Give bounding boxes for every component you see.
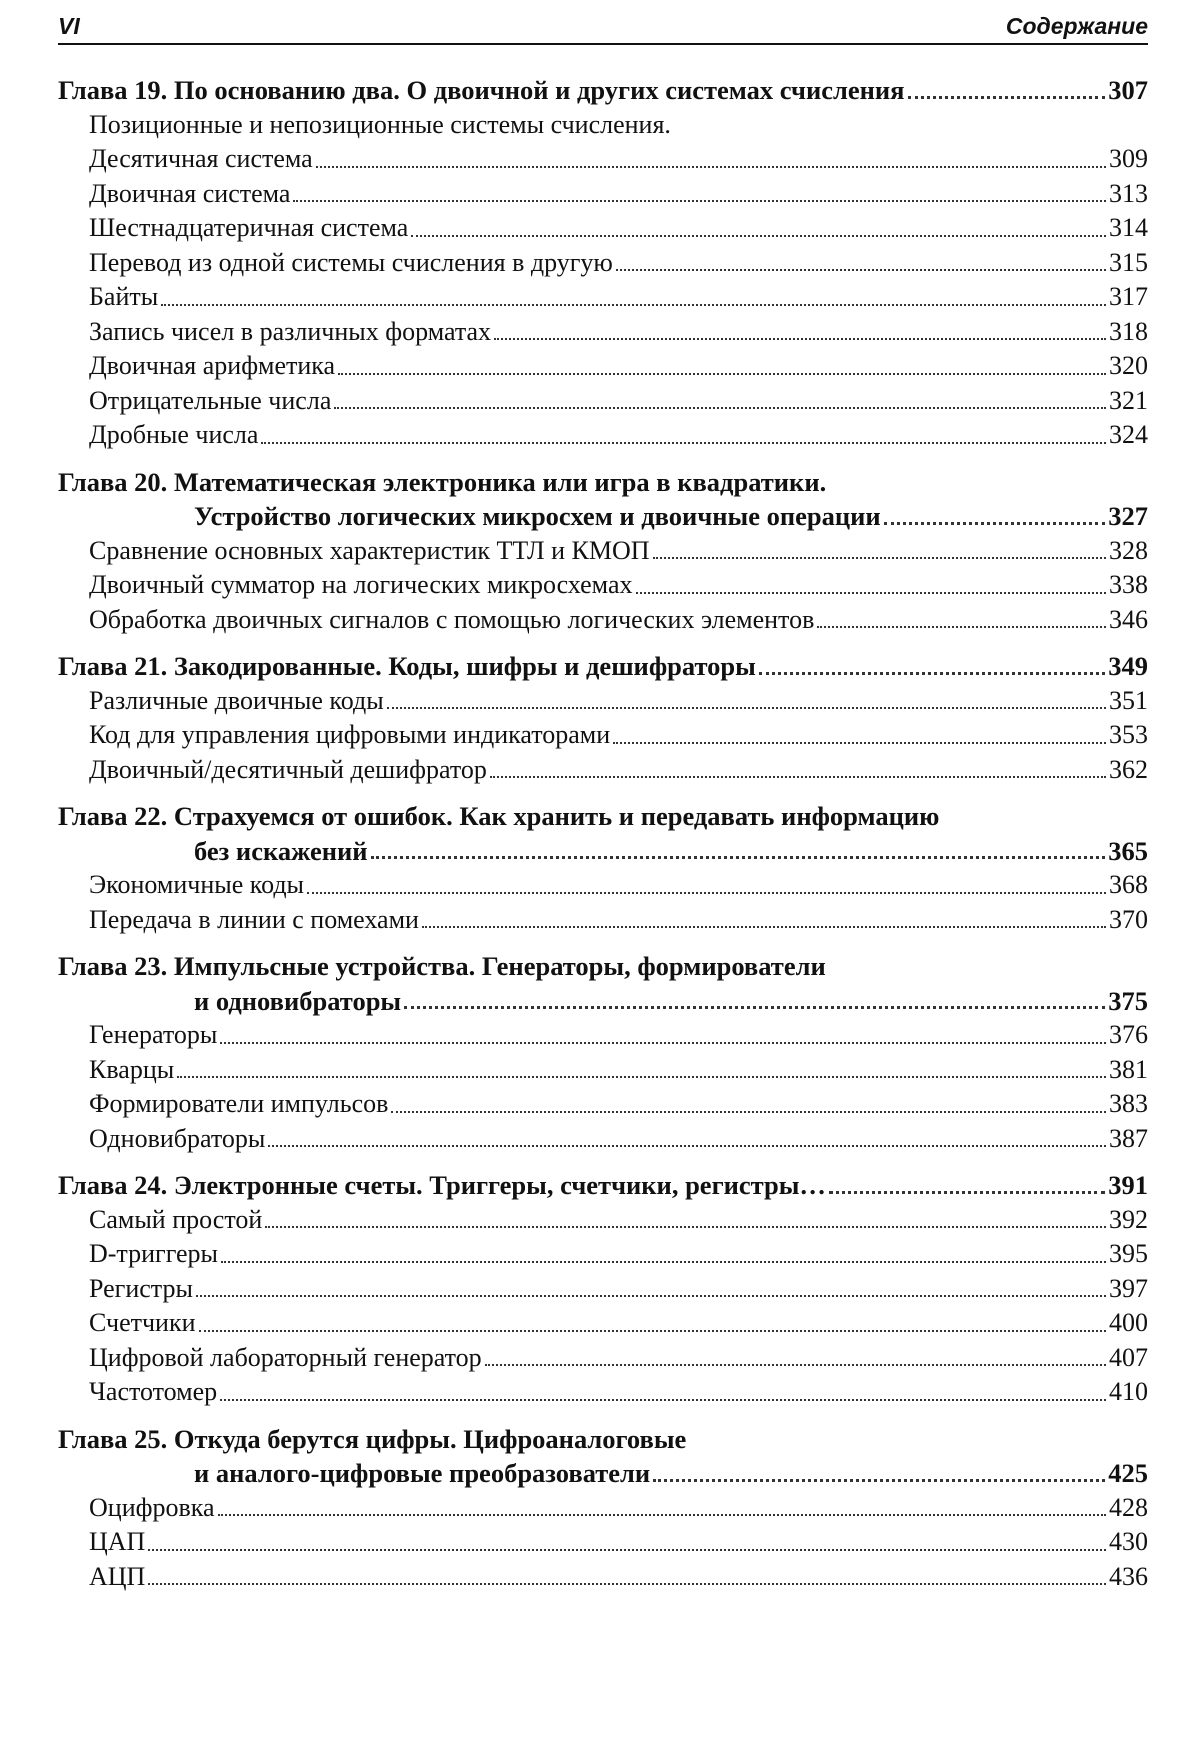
section-page-number: 407 — [1109, 1342, 1148, 1372]
toc-section-entry — [58, 1525, 1148, 1560]
section-title: Перевод из одной системы счисления в другую — [89, 247, 613, 277]
dot-leader — [829, 1190, 1105, 1194]
chapter-heading-line — [58, 649, 1148, 684]
page-number: VI — [58, 13, 80, 39]
section-title: Одновибраторы — [89, 1123, 266, 1153]
chapter-title: Глава 19. По основанию два. О двоичной и других системах счисления — [58, 75, 905, 105]
section-title: ЦАП — [89, 1527, 146, 1556]
section-page-number: 317 — [1109, 282, 1148, 311]
table-of-contents — [58, 73, 1148, 1606]
section-title: Содержание — [1005, 13, 1148, 39]
section-title: Формирователи импульсов — [89, 1089, 389, 1118]
toc-section-entry — [58, 418, 1148, 453]
section-page-number: 353 — [1109, 720, 1148, 749]
toc-section-entry — [58, 1237, 1148, 1272]
section-title: Шестнадцатеричная система — [89, 213, 409, 242]
dot-leader — [334, 406, 1106, 409]
section-title: Двоичная система — [89, 178, 291, 208]
section-title: Двоичный сумматор на логических микросхемах — [89, 570, 633, 599]
chapter-page-number: 307 — [1108, 75, 1148, 105]
toc-section-entry — [58, 1203, 1148, 1238]
section-page-number: 362 — [1109, 754, 1148, 784]
section-title: Позиционные и непозиционные системы счисления. — [89, 109, 671, 139]
dot-leader — [422, 925, 1106, 928]
toc-section-entry — [58, 315, 1148, 350]
section-page-number: 436 — [1109, 1561, 1148, 1591]
section-page-number: 324 — [1109, 420, 1148, 449]
chapter-title: Глава 23. Импульсные устройства. Генераторы, формирователи — [58, 951, 826, 981]
toc-section-entry — [58, 349, 1148, 384]
dot-leader — [817, 625, 1106, 628]
toc-chapter — [58, 1168, 1148, 1410]
section-page-number: 430 — [1109, 1527, 1148, 1556]
chapter-heading-line — [58, 949, 1148, 984]
chapter-heading-line — [58, 1422, 1148, 1457]
chapter-title: Устройство логических микросхем и двоичные операции — [194, 501, 881, 531]
toc-section-entry — [58, 1053, 1148, 1088]
chapter-heading-line — [58, 1456, 1148, 1491]
section-title: Частотомер — [89, 1377, 218, 1406]
section-page-number: 392 — [1109, 1204, 1148, 1234]
toc-section-entry — [58, 142, 1148, 177]
section-title: Передача в линии с помехами — [89, 904, 419, 934]
toc-section-entry — [58, 868, 1148, 903]
chapter-title: Глава 21. Закодированные. Коды, шифры и дешифраторы — [58, 651, 756, 681]
dot-leader — [411, 234, 1106, 237]
chapter-title: и аналого-цифровые преобразователи — [194, 1458, 651, 1488]
dot-leader — [485, 1363, 1106, 1366]
toc-section-entry — [58, 280, 1148, 315]
chapter-page-number: 349 — [1108, 651, 1148, 681]
section-page-number: 346 — [1109, 604, 1148, 634]
section-title: Сравнение основных характеристик ТТЛ и КМОП — [89, 535, 650, 565]
section-page-number: 400 — [1109, 1308, 1148, 1337]
section-title: Десятичная система — [89, 144, 313, 173]
section-title: Обработка двоичных сигналов с помощью логических элементов — [89, 604, 815, 634]
toc-section-entry — [58, 1375, 1148, 1410]
section-title: Цифровой лабораторный генератор — [89, 1342, 482, 1372]
toc-section-entry — [58, 568, 1148, 603]
toc-chapter — [58, 949, 1148, 1156]
chapter-page-number: 365 — [1108, 835, 1148, 866]
section-page-number: 328 — [1109, 535, 1148, 565]
section-page-number: 338 — [1109, 570, 1148, 599]
section-title: Различные двоичные коды — [89, 685, 384, 715]
toc-chapter — [58, 465, 1148, 638]
section-title: Генераторы — [89, 1020, 218, 1049]
section-page-number: 351 — [1109, 685, 1148, 715]
section-page-number: 395 — [1109, 1239, 1148, 1268]
section-title: Запись чисел в различных форматах — [89, 316, 492, 346]
chapter-title: Глава 24. Электронные счеты. Триггеры, счетчики, регистры… — [58, 1170, 826, 1200]
toc-section-entry — [58, 1560, 1148, 1595]
dot-leader — [261, 441, 1106, 444]
section-page-number: 397 — [1109, 1273, 1148, 1303]
toc-section-entry — [58, 108, 1148, 143]
chapter-heading-line — [58, 499, 1148, 534]
toc-section-entry — [58, 1087, 1148, 1122]
running-head — [58, 6, 1148, 45]
chapter-heading-line — [58, 834, 1148, 869]
section-title: D-триггеры — [89, 1239, 219, 1268]
section-page-number: 315 — [1109, 247, 1148, 277]
section-title: Регистры — [89, 1273, 193, 1303]
chapter-title: Глава 22. Страхуемся от ошибок. Как хранить и передавать информацию — [58, 801, 940, 831]
toc-section-entry — [58, 211, 1148, 246]
dot-leader — [338, 372, 1106, 375]
dot-leader — [636, 591, 1107, 594]
section-title: Байты — [89, 282, 159, 311]
dot-leader — [220, 1398, 1106, 1401]
section-page-number: 370 — [1109, 904, 1148, 934]
toc-section-entry — [58, 534, 1148, 569]
section-page-number: 381 — [1109, 1054, 1148, 1084]
toc-section-entry — [58, 384, 1148, 419]
dot-leader — [148, 1582, 1106, 1585]
section-title: Экономичные коды — [89, 870, 305, 899]
dot-leader — [148, 1548, 1106, 1551]
toc-section-entry — [58, 684, 1148, 719]
chapter-title: Глава 25. Откуда берутся цифры. Цифроаналоговые — [58, 1423, 687, 1454]
dot-leader — [494, 337, 1106, 340]
section-title: Кварцы — [89, 1054, 175, 1084]
section-title: Самый простой — [89, 1204, 263, 1234]
dot-leader — [220, 1041, 1106, 1044]
section-page-number: 368 — [1109, 870, 1148, 899]
toc-section-entry — [58, 1491, 1148, 1526]
dot-leader — [884, 521, 1106, 525]
section-page-number: 314 — [1109, 213, 1148, 242]
dot-leader — [490, 775, 1106, 778]
chapter-title: и одновибраторы — [194, 985, 402, 1016]
toc-chapter — [58, 1422, 1148, 1595]
section-title: Оцифровка — [89, 1492, 215, 1522]
section-page-number: 383 — [1109, 1089, 1148, 1118]
chapter-heading-line — [58, 1168, 1148, 1203]
dot-leader — [199, 1329, 1106, 1332]
dot-leader — [653, 556, 1106, 559]
dot-leader — [653, 1478, 1105, 1482]
toc-chapter — [58, 73, 1148, 453]
section-page-number: 410 — [1109, 1377, 1148, 1406]
toc-section-entry — [58, 1306, 1148, 1341]
chapter-heading-line — [58, 73, 1148, 108]
dot-leader — [316, 165, 1106, 168]
chapter-heading-line — [58, 465, 1148, 500]
toc-section-entry — [58, 603, 1148, 638]
section-page-number: 309 — [1109, 144, 1148, 173]
chapter-title: Глава 20. Математическая электроника или игра в квадратики. — [58, 466, 827, 497]
section-page-number: 428 — [1109, 1492, 1148, 1522]
dot-leader — [371, 855, 1106, 859]
dot-leader — [196, 1294, 1106, 1297]
section-page-number: 318 — [1109, 316, 1148, 346]
section-title: Код для управления цифровыми индикаторами — [89, 720, 611, 749]
dot-leader — [391, 1110, 1106, 1113]
dot-leader — [265, 1225, 1106, 1228]
section-title: Отрицательные числа — [89, 385, 332, 415]
dot-leader — [221, 1260, 1106, 1263]
toc-section-entry — [58, 1341, 1148, 1376]
chapter-page-number: 327 — [1108, 501, 1148, 531]
section-title: Счетчики — [89, 1308, 196, 1337]
toc-section-entry — [58, 1122, 1148, 1157]
toc-section-entry — [58, 718, 1148, 753]
section-title: Двоичная арифметика — [89, 351, 336, 380]
section-title: АЦП — [89, 1561, 146, 1591]
chapter-heading-line — [58, 799, 1148, 834]
chapter-title: без искажений — [194, 835, 368, 866]
dot-leader — [218, 1513, 1106, 1516]
chapter-heading-line — [58, 984, 1148, 1019]
dot-leader — [616, 268, 1106, 271]
toc-section-entry — [58, 1018, 1148, 1053]
dot-leader — [177, 1075, 1106, 1078]
dot-leader — [293, 199, 1106, 202]
chapter-page-number: 391 — [1108, 1170, 1148, 1200]
section-page-number: 376 — [1109, 1020, 1148, 1049]
toc-section-entry — [58, 753, 1148, 788]
toc-section-entry — [58, 1272, 1148, 1307]
dot-leader — [161, 303, 1106, 306]
toc-section-entry — [58, 903, 1148, 938]
section-title: Двоичный/десятичный дешифратор — [89, 754, 487, 784]
dot-leader — [613, 741, 1106, 744]
dot-leader — [268, 1144, 1106, 1147]
toc-section-entry — [58, 177, 1148, 212]
chapter-page-number: 375 — [1108, 985, 1148, 1016]
section-page-number: 313 — [1109, 178, 1148, 208]
toc-chapter — [58, 799, 1148, 937]
dot-leader — [759, 671, 1105, 675]
section-title: Дробные числа — [89, 420, 259, 449]
dot-leader — [307, 891, 1106, 894]
toc-chapter — [58, 649, 1148, 787]
chapter-page-number: 425 — [1108, 1458, 1148, 1488]
toc-section-entry — [58, 246, 1148, 281]
dot-leader — [387, 706, 1106, 709]
dot-leader — [404, 1005, 1105, 1009]
section-page-number: 387 — [1109, 1123, 1148, 1153]
dot-leader — [908, 95, 1106, 99]
section-page-number: 320 — [1109, 351, 1148, 380]
section-page-number: 321 — [1109, 385, 1148, 415]
